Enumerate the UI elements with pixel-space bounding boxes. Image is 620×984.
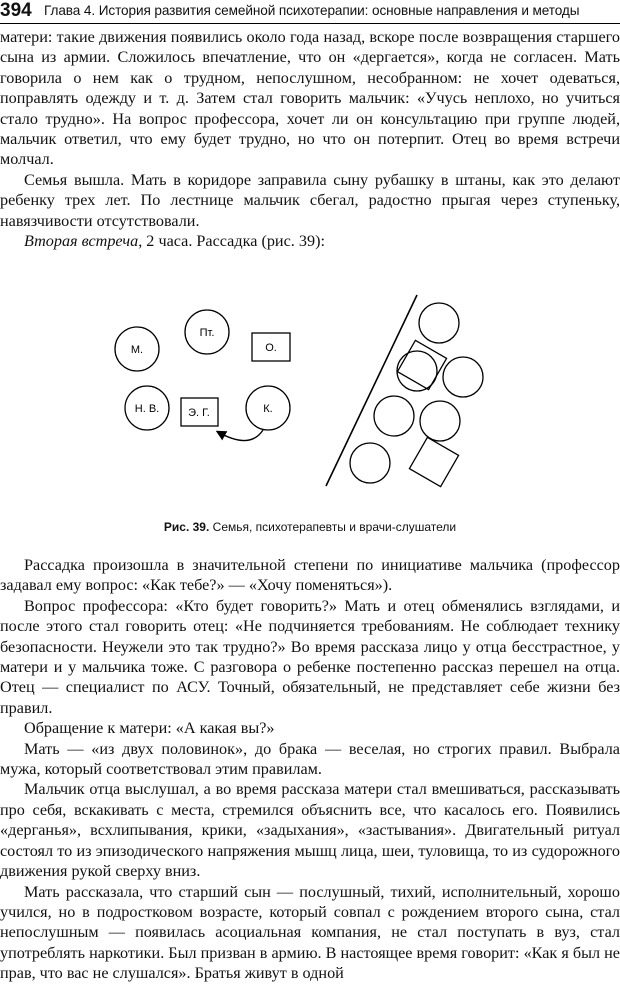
- listener-seat: [443, 357, 483, 397]
- label-eg: Э. Г.: [188, 407, 210, 419]
- label-father: О.: [265, 342, 277, 354]
- listener-seat: [409, 437, 458, 486]
- paragraph: [0, 231, 620, 251]
- paragraph: Семья вышла. Мать в коридоре заправила сыну рубашку в штаны, как это делают ребенку трех лет. По лестнице мальчик сбегал, радостно прыгая через ступеньку, навязчивости отсутствовали.: [0, 170, 620, 230]
- paragraph: Вопрос профессора: «Кто будет говорить?» Мать и отец обменялись взглядами, и после этого стал говорить отец: «Не подчиняется требованиям. Не соблюдает технику безопасности. Неужели это так трудно?» Во время рассказа лицо у отца бесстрастное, у матери и у мальчика тоже. С разговора о ребенке постепенно рассказ перешел на отца. Отец — специалист по АСУ. Точный, обязательный, не представляет себе жизни без правил.: [0, 596, 620, 717]
- label-mother: М.: [130, 344, 144, 356]
- listener-seat: [350, 443, 390, 483]
- paragraph: Рассадка произошла в значительной степени по инициативе мальчика (профессор задавал ему вопрос: «Как тебе?» — «Хочу поменяться»).: [0, 556, 620, 595]
- header-rule: [0, 23, 620, 24]
- listener-seat: [420, 401, 460, 441]
- label-pt: Пт.: [199, 327, 215, 339]
- divider-line: [326, 295, 417, 486]
- caption-label: Рис. 39.: [163, 520, 210, 534]
- paragraph: Мальчик отца выслушал, а во время рассказа матери стал вмешиваться, рассказывать про себя, вскакивать с места, стремился объяснить все, что касалось его. Появились «дерганья», всхлипывания, крики, «задыхания», «застывания». Двигательный ритуал состоял то из эпизодического напряжения мышц лица, шеи, туловища, то из судорожного движения рукой сверху вниз.: [0, 780, 620, 881]
- running-title: Глава 4. История развития семейной психотерапии: основные направления и методы: [44, 3, 580, 18]
- session-detail: , 2 часа. Рассадка (рис. 39):: [138, 232, 325, 251]
- caption-text: Семья, психотерапевты и врачи-слушатели: [209, 520, 457, 534]
- label-nv: Н. В.: [134, 403, 160, 415]
- body-text-bottom: [0, 555, 620, 984]
- page-number: 394: [0, 0, 32, 21]
- paragraph: матери: такие движения появились около года назад, вскоре после возвращения старшего сына из армии. Сложилось впечатление, что он «дергается», когда не согласен. Мать говорила о нем как о трудном, непослушном, несобранном: не хочет одеваться, поправлять одежду и т. д. Затем стал говорить мальчик: «Учусь неплохо, но учиться стало трудно». На вопрос профессора, хочет ли он консультацию при группе людей, мальчик ответил, что ему будет трудно, но что он потерпит. Отец во время встречи молчал.: [0, 28, 620, 169]
- figure-caption: [0, 520, 620, 534]
- body-text-top: [0, 27, 620, 251]
- session-title: Вторая встреча: [24, 232, 139, 251]
- paragraph: Мать — «из двух половинок», до брака — веселая, но строгих правил. Выбрала мужа, который соответствовал этим правилам.: [0, 739, 620, 779]
- exchange-arrow: [218, 430, 263, 441]
- label-boy: К.: [263, 403, 273, 415]
- page-header: [0, 0, 620, 24]
- paragraph: Обращение к матери: «А какая вы?»: [24, 719, 275, 738]
- listener-seat: [374, 396, 414, 436]
- listener-seat: [419, 303, 459, 343]
- listener-seat: [397, 340, 446, 389]
- seating-diagram: [100, 280, 540, 510]
- paragraph: Мать рассказала, что старший сын — послушный, тихий, исполнительный, хорошо учился, но в подростковом возрасте, который совпал с рождением второго сына, стал непослушным — появилась асоциальная компания, не стал поступать в вуз, стал употреблять наркотики. Был призван в армию. В настоящее время говорит: «Как я был не прав, что вас не слушался». Братья живут в одной: [0, 882, 620, 983]
